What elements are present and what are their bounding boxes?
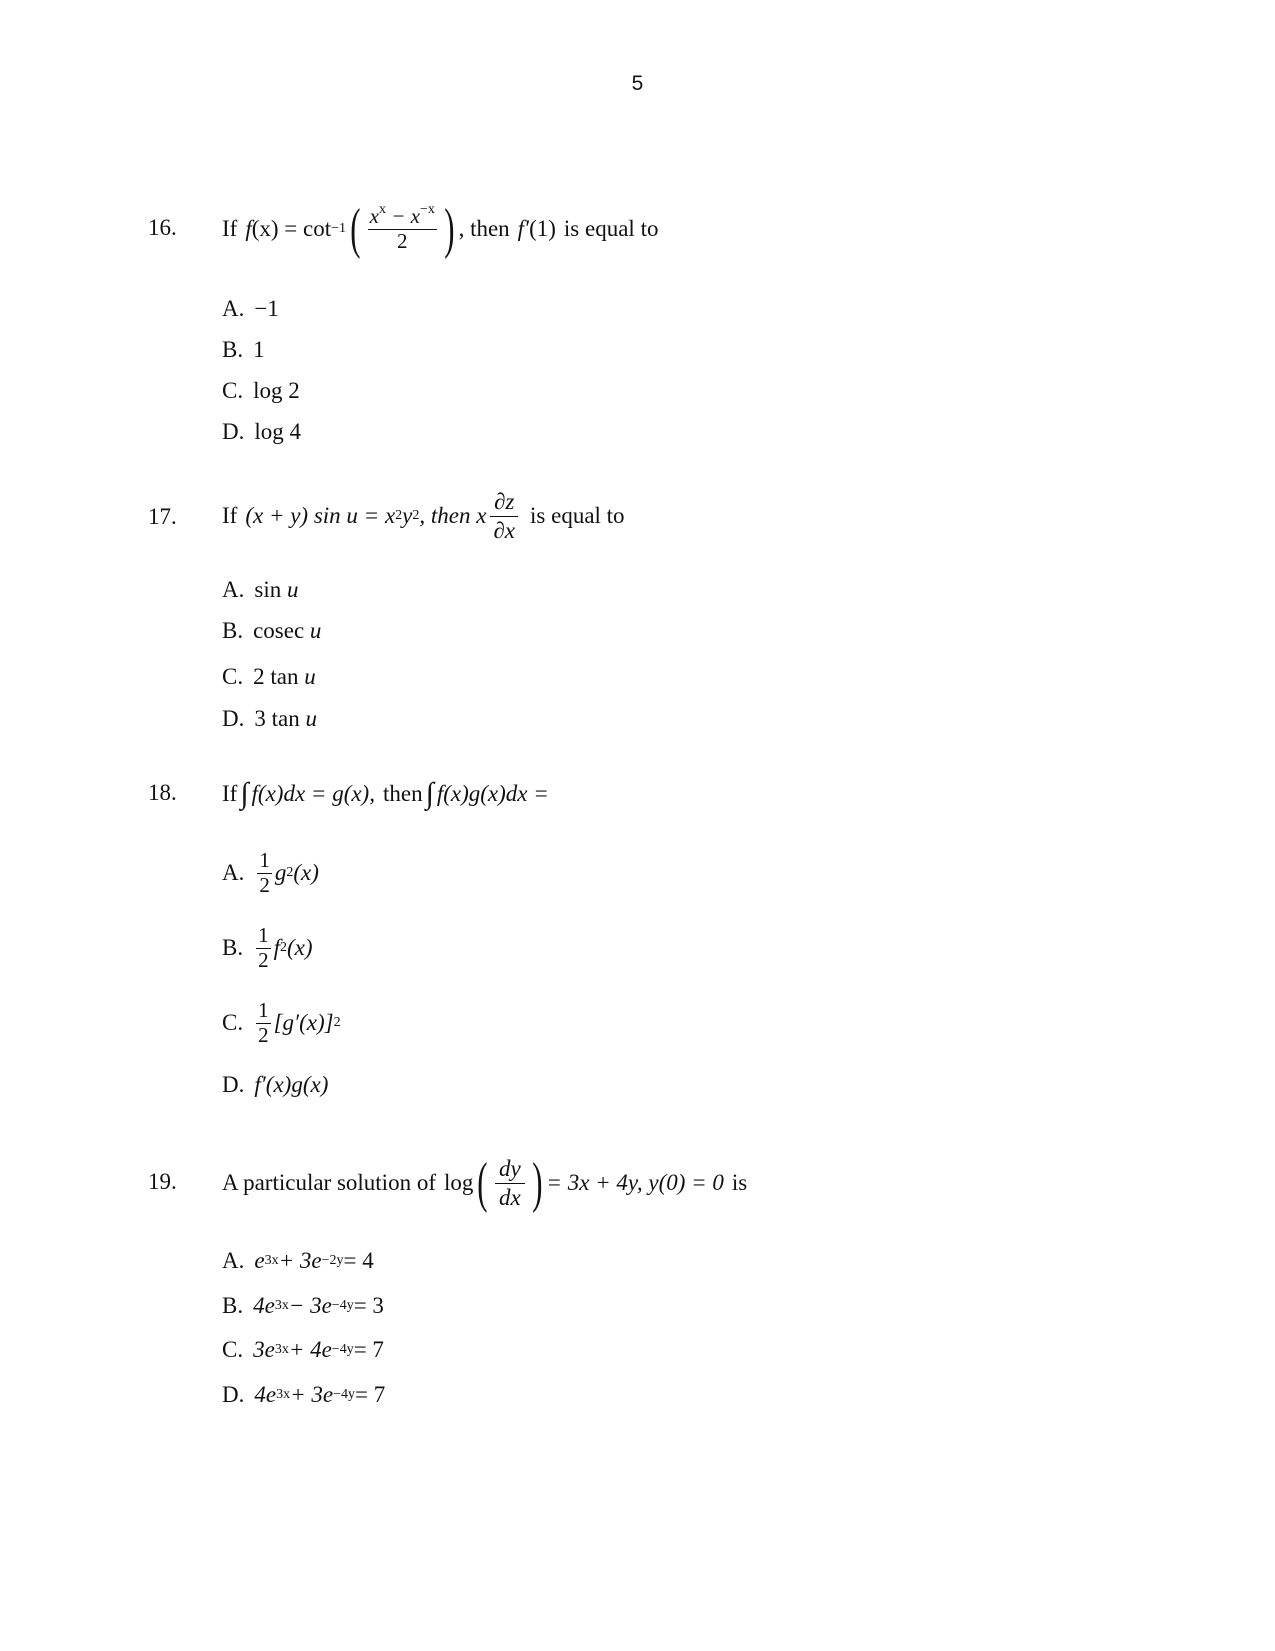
option: C. 3e 3x + 4e −4y = 7 [222, 1337, 384, 1362]
stem-text: ∂z [490, 489, 518, 516]
option-text: f′(x)g(x) [254, 1072, 329, 1097]
option-label: C. [222, 664, 244, 689]
option-text: = 4 [343, 1248, 374, 1273]
option-label: D. [222, 1382, 245, 1407]
stem-text: (x) = cot [251, 216, 332, 241]
stem-text: x [369, 204, 379, 229]
question-number: 18. [148, 780, 177, 805]
option-text: 2 [258, 947, 269, 972]
option: D. 4e 3x + 3e −4y = 7 [222, 1382, 386, 1407]
fraction [257, 849, 272, 896]
integral-icon: ∫ [240, 777, 249, 810]
option-text: u [305, 706, 317, 731]
stem-text: dx [499, 1184, 521, 1210]
option-label: B. [222, 337, 244, 362]
option-text: + 3e [290, 1382, 334, 1407]
fraction [368, 202, 437, 253]
option [222, 378, 300, 404]
stem-text: y [402, 503, 413, 528]
option [222, 706, 317, 732]
stem-text: (1) [529, 216, 556, 241]
option-label: D. [222, 1072, 245, 1097]
stem-text: is equal to [530, 503, 625, 528]
option [222, 419, 301, 445]
stem-text: f [245, 216, 252, 241]
stem-text: dy [495, 1156, 525, 1183]
option-label: B. [222, 618, 244, 643]
stem-text: is [731, 1170, 748, 1195]
option-label: A. [222, 860, 245, 885]
option [222, 664, 316, 690]
option-text: 3 tan [254, 706, 300, 731]
option-text: 3e [253, 1337, 275, 1362]
question-number: 17. [148, 504, 177, 529]
option-text: + 3e [278, 1248, 322, 1273]
option: B. 4e 3x − 3e −4y = 3 [222, 1293, 384, 1318]
option-text: 1 [258, 998, 269, 1023]
stem-text: ∂x [493, 517, 516, 543]
stem-text: A particular solution of [222, 1170, 436, 1195]
stem-text: is equal to [563, 216, 659, 241]
option: B. $\frac{1}{2}$ f 2 (x) [222, 923, 313, 972]
right-paren-icon: ) [531, 1152, 543, 1214]
option-label: D. [222, 706, 245, 731]
option: A. e 3x + 3e −2y = 4 [222, 1248, 374, 1273]
option-text: + 4e [288, 1337, 332, 1362]
question-number: 19. [148, 1169, 177, 1194]
left-paren-icon: ( [350, 198, 361, 260]
option-text: 2 tan [253, 664, 299, 689]
option-text: 1 [258, 923, 269, 948]
option-text: u [309, 618, 322, 643]
fraction [495, 1156, 525, 1210]
stem-text: , then [458, 216, 510, 241]
option-label: C. [222, 378, 244, 403]
option-text: log 4 [254, 419, 302, 444]
option-text: = 3 [353, 1293, 384, 1318]
stem-text: If [222, 781, 238, 806]
option-text: 2 [259, 872, 270, 897]
question-stem [222, 1150, 747, 1216]
option-label: B. [222, 935, 244, 960]
option-text: 4e [254, 1382, 277, 1407]
option-label: C. [222, 1010, 244, 1035]
option-text: 1 [253, 337, 265, 362]
question-stem: If (x + y) sin u = x 2 y 2 , then x $\frac{\partial z}{\partial x}$ is equal to [222, 489, 625, 543]
option: A. $\frac{1}{2}$ g 2 (x) [222, 848, 319, 897]
question-stem: If f (x) = cot −1 ( $\frac{x^x - x^{-x}}{2}$ ) , then f′ (1) is equal to [222, 198, 659, 260]
fraction [489, 489, 519, 543]
integral-icon: ∫ [425, 777, 434, 810]
option-text: (x) [293, 860, 319, 885]
option [222, 1072, 328, 1098]
page-number: 5 [631, 72, 644, 95]
option-text: u [286, 577, 299, 602]
option-label: C. [222, 1337, 244, 1362]
option-text: = 7 [354, 1382, 386, 1407]
option-text: = 7 [353, 1337, 384, 1362]
right-paren-icon: ) [444, 198, 455, 260]
option-text: g [274, 860, 287, 885]
fraction [256, 999, 271, 1046]
option-text: u [304, 664, 316, 689]
question-stem [222, 772, 549, 816]
stem-text: x [379, 202, 386, 218]
option-text: − 3e [288, 1293, 332, 1318]
option [222, 618, 321, 644]
option: C. $\frac{1}{2}$ [g′(x)] 2 [222, 998, 341, 1047]
option-label: A. [222, 296, 245, 321]
option-label: A. [222, 1248, 245, 1273]
option [222, 577, 298, 603]
option-text: f [273, 935, 280, 960]
option-text: 2 [258, 1022, 269, 1047]
option-text: e [254, 1248, 265, 1273]
option-label: A. [222, 577, 245, 602]
stem-text: f′ [517, 216, 530, 241]
option-text: 1 [259, 848, 270, 873]
stem-text: f(x)dx = g(x), [251, 781, 375, 806]
option [222, 296, 279, 322]
option-text: cosec [253, 618, 305, 643]
stem-text: If [222, 216, 238, 241]
stem-text: If [222, 503, 238, 528]
stem-text: then [382, 781, 423, 806]
option-text: −1 [254, 296, 279, 321]
option-text: 4e [253, 1293, 275, 1318]
stem-text: −x [420, 202, 435, 218]
fraction [256, 924, 271, 971]
left-paren-icon: ( [477, 1152, 488, 1214]
question-number: 16. [148, 215, 177, 240]
option [222, 337, 265, 363]
stem-text: log [444, 1170, 474, 1195]
stem-text: = 3x + 4y, y(0) = 0 [546, 1170, 724, 1195]
stem-text: (x + y) sin u = x [245, 503, 396, 528]
option-label: D. [222, 419, 245, 444]
stem-text: f(x)g(x)dx = [436, 781, 549, 806]
option-text: log 2 [253, 378, 300, 403]
option-text: (x) [286, 935, 313, 960]
stem-text: , then x [419, 503, 487, 528]
stem-text: − x [386, 204, 420, 229]
option-label: B. [222, 1293, 244, 1318]
stem-text: 2 [397, 228, 408, 253]
option-text: sin [254, 577, 282, 602]
option-text: [g′(x)] [273, 1010, 334, 1035]
